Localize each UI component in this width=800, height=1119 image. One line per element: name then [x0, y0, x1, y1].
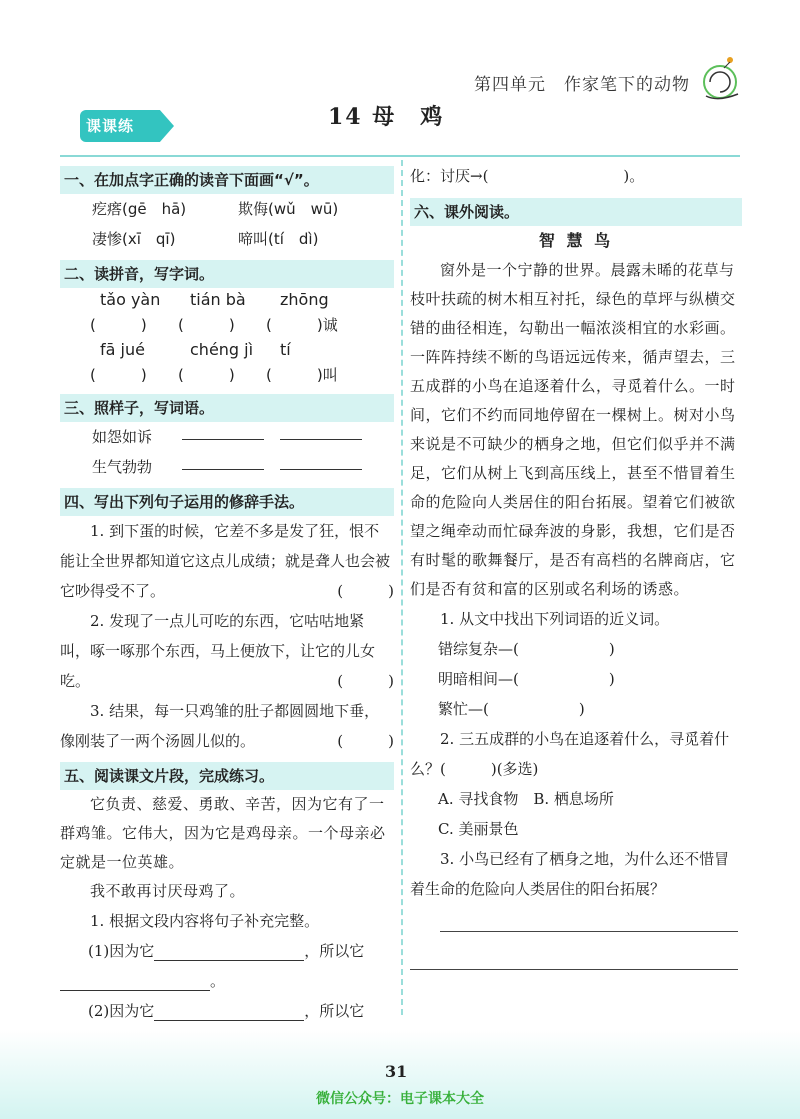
pinyin-5: chéng jì — [190, 340, 254, 359]
continuation-line: 化：讨厌→( )。 — [410, 167, 645, 185]
blank-6[interactable]: ( )叫 — [266, 366, 338, 384]
answer-line-2[interactable] — [410, 942, 738, 970]
lesson-badge — [72, 106, 182, 144]
sec5-fill-1-cont — [60, 966, 394, 996]
sec5-passage-2: 我不敢再讨厌母鸡了。 — [90, 882, 246, 900]
fill-1-period: 。 — [210, 972, 226, 990]
pinyin-4: fā jué — [100, 340, 145, 359]
sec4-q3-paren[interactable]: ( ) — [337, 732, 394, 750]
sec4-q3-text: 3. 结果，每一只鸡雏的肚子都圆圆地下垂，像刚装了一两个汤圆儿似的。 — [60, 702, 380, 750]
sec6-question-3: 3. 小鸟已经有了栖身之地，为什么还不惜冒着生命的危险向人类居住的阳台拓展？ — [410, 850, 730, 898]
blank-2[interactable]: ( ) — [178, 316, 235, 334]
sec4-q1-paren[interactable]: ( ) — [337, 582, 394, 600]
sec4-question-1 — [60, 516, 394, 606]
synonym-3[interactable]: 繁忙—( ) — [438, 700, 585, 718]
example-word-1: 如怨如诉 — [92, 428, 153, 446]
sec5-fill-1 — [60, 936, 394, 966]
section-6-title: 六、课外阅读。 — [410, 198, 742, 226]
pinyin-6: tí — [280, 340, 291, 359]
synonym-2[interactable]: 明暗相间—( ) — [438, 670, 615, 688]
fill-1-blank[interactable] — [154, 943, 304, 961]
essay-title: 智 慧 鸟 — [538, 231, 614, 250]
fill-1-blank-2[interactable] — [60, 973, 210, 991]
section-2-title: 二、读拼音，写字词。 — [60, 260, 394, 288]
right-column — [410, 160, 742, 970]
options-ab: A. 寻找食物 B. 栖息场所 — [438, 790, 614, 808]
sec1-item-4: 啼叫(tí dì) — [238, 230, 319, 248]
sec1-item-1: 疙瘩(gē hā) — [92, 200, 187, 218]
synonym-1[interactable]: 错综复杂—( ) — [438, 640, 615, 658]
blank-row-1 — [60, 312, 394, 338]
sec4-question-3 — [60, 696, 394, 756]
pinyin-row-1 — [60, 288, 394, 312]
example-word-2: 生气勃勃 — [92, 458, 153, 476]
answer-blank-1[interactable] — [182, 422, 264, 440]
blank-5[interactable]: ( ) — [178, 366, 235, 384]
lesson-title: 14 母 鸡 — [328, 104, 445, 130]
page-number: 31 — [385, 1062, 408, 1081]
sec5-question-1: 1. 根据文段内容将句子补充完整。 — [90, 912, 320, 930]
sec3-row-2 — [60, 452, 394, 482]
sec4-q1-text: 1. 到下蛋的时候，它差不多是发了狂，恨不能让全世界都知道它这点儿成绩；就是聋人也会被它吵得受不了。 — [60, 522, 391, 600]
sec1-row-1 — [60, 194, 394, 224]
answer-blank-3[interactable] — [182, 452, 264, 470]
sec4-q2-text: 2. 发现了一点儿可吃的东西，它咕咕地紧叫，啄一啄那个东西，马上便放下，让它的儿女吃。 — [60, 612, 376, 690]
sec5-fill-2 — [60, 996, 394, 1026]
footer-note: 微信公众号：电子课本大全 — [316, 1091, 484, 1107]
pinyin-1: tǎo yàn — [100, 290, 161, 309]
pinyin-3: zhōng — [280, 290, 329, 309]
fill-1-start: (1)因为它 — [88, 942, 155, 960]
fill-1-end: ，所以它 — [304, 942, 365, 960]
essay-body: 窗外是一个宁静的世界。晨露未晞的花草与枝叶扶疏的树木相互衬托，绿色的草坪与纵横交错的曲径相连，勾勒出一幅浓淡相宜的水彩画。一阵阵持续不断的鸟语远远传来，循声望去，三五成群的小鸟在追逐着什么，寻觅着什么。一时间，它们不约而同地停留在一棵树上。树对小鸟来说是不可缺少的栖身之地，但它们似乎并不满足，它们从树上飞到高压线上，甚至不惜冒着生命的危险向人类居住的阳台拓展。望着它们被欲望之绳牵动而忙碌奔波的身影，我想，它们是否有时髦的歌舞餐厅，是否有高档的名牌商店，它们是否有贫和富的区别或名利场的诱惑。 — [410, 261, 736, 598]
badge-text: 课课练 — [86, 117, 135, 135]
option-c: C. 美丽景色 — [438, 820, 519, 838]
section-4-title: 四、写出下列句子运用的修辞手法。 — [60, 488, 394, 516]
fill-2-blank[interactable] — [154, 1003, 304, 1021]
blank-row-2 — [60, 362, 394, 388]
sec1-row-2 — [60, 224, 394, 254]
sec3-row-1 — [60, 422, 394, 452]
column-divider — [401, 160, 403, 1015]
blank-3[interactable]: ( )诚 — [266, 316, 338, 334]
pinyin-row-2 — [60, 338, 394, 362]
section-1-title: 一、在加点字正确的读音下面画“√”。 — [60, 166, 394, 194]
pinyin-2: tián bà — [190, 290, 246, 309]
header-divider — [60, 155, 740, 157]
sec4-question-2 — [60, 606, 394, 696]
fill-2-start: (2)因为它 — [88, 1002, 155, 1020]
sec4-q2-paren[interactable]: ( ) — [337, 672, 394, 690]
sec1-item-3: 凄惨(xī qī) — [92, 230, 176, 248]
blank-1[interactable]: ( ) — [90, 316, 147, 334]
section-5-title: 五、阅读课文片段，完成练习。 — [60, 762, 394, 790]
left-column — [60, 160, 394, 1086]
snail-icon — [694, 52, 742, 104]
sec1-item-2: 欺侮(wǔ wū) — [238, 200, 339, 218]
sec5-passage-1: 它负责、慈爱、勇敢、辛苦，因为它有了一群鸡雏。它伟大，因为它是鸡母亲。一个母亲必定就是一位英雄。 — [60, 795, 386, 871]
blank-4[interactable]: ( ) — [90, 366, 147, 384]
unit-title: 第四单元 作家笔下的动物 — [474, 75, 690, 95]
sec6-question-2: 2. 三五成群的小鸟在追逐着什么，寻觅着什么？( )(多选) — [410, 730, 730, 778]
sec6-question-1: 1. 从文中找出下列词语的近义词。 — [440, 610, 670, 628]
fill-2-end: ，所以它 — [304, 1002, 365, 1020]
answer-blank-2[interactable] — [280, 422, 362, 440]
section-3-title: 三、照样子，写词语。 — [60, 394, 394, 422]
answer-blank-4[interactable] — [280, 452, 362, 470]
answer-line-1[interactable] — [440, 904, 738, 932]
